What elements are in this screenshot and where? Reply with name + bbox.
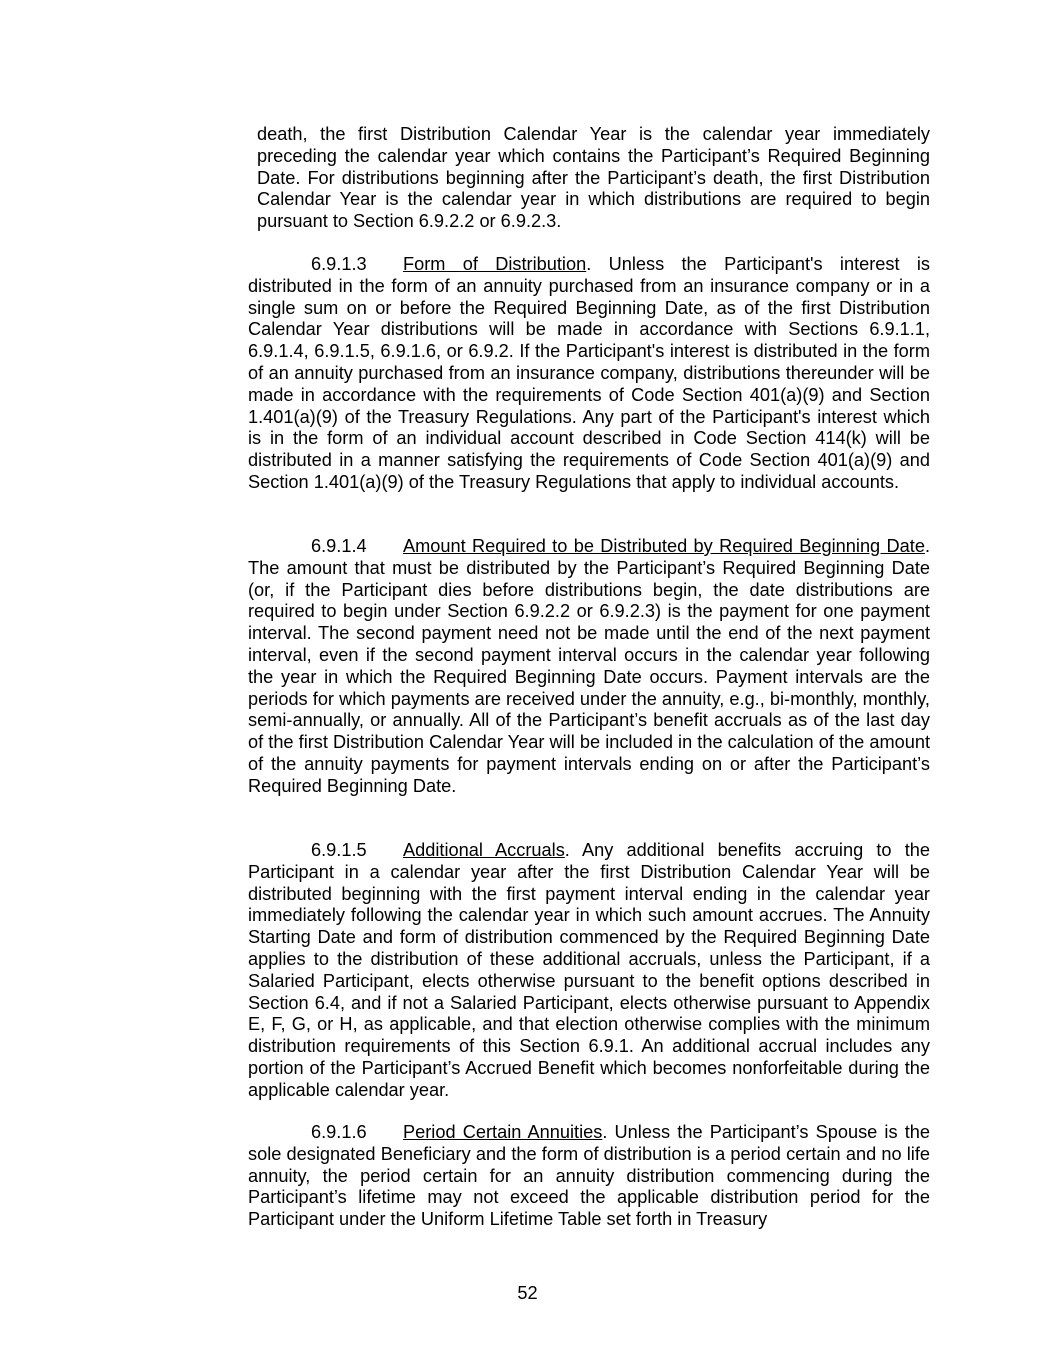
section-number: 6.9.1.4 [311,536,367,556]
section-number: 6.9.1.5 [311,840,367,860]
section-number: 6.9.1.6 [311,1122,367,1142]
section-body: . The amount that must be distributed by the Participant’s Required Beginning Date (or, if the Participant dies before distributions begin, the date distributions are required to begin under Section 6.9.2.2 or 6.9.2.3) is the payment for one payment interval. The second payment need not be made until the end of the next payment interval, even if the second payment interval occurs in the calendar year following the year in which the Required Beginning Date occurs. Payment intervals are the periods for which payments are received under the annuity, e.g., bi-monthly, monthly, semi-annually, or annually. All of the Participant’s benefit accruals as of the last day of the first Distribution Calendar Year will be included in the calculation of the amount of the annuity payments for payment intervals ending on or after the Participant’s Required Beginning Date. [248,536,930,796]
section-title: Form of Distribution [403,254,587,274]
section-body: . Unless the Participant’s Spouse is the sole designated Beneficiary and the form of distribution is a period certain and no life annuity, the period certain for an annuity distribution commencing during the Participant’s lifetime may not exceed the applicable distribution period for the Participant under the Uniform Lifetime Table set forth in Treasury [248,1122,930,1230]
section-title: Additional Accruals [403,840,565,860]
section-title: Amount Required to be Distributed by Required Beginning Date [403,536,925,556]
section-body: . Unless the Participant's interest is distributed in the form of an annuity purchased from an insurance company or in a single sum on or before the Required Beginning Date, as of the first Distribution Calendar Year distributions will be made in accordance with Sections 6.9.1.1, 6.9.1.4, 6.9.1.5, 6.9.1.6, or 6.9.2. If the Participant's interest is distributed in the form of an annuity purchased from an insurance company, distributions thereunder will be made in accordance with the requirements of Code Section 401(a)(9) and Section 1.401(a)(9) of the Treasury Regulations. Any part of the Participant's interest which is in the form of an individual account described in Code Section 414(k) will be distributed in a manner satisfying the requirements of Code Section 401(a)(9) and Section 1.401(a)(9) of the Treasury Regulations that apply to individual accounts. [248,254,931,492]
section-6-9-1-4-paragraph [248,536,930,798]
section-number: 6.9.1.3 [311,254,367,274]
section-title: Period Certain Annuities [403,1122,603,1142]
section-body: . Any additional benefits accruing to the Participant in a calendar year after the first Distribution Calendar Year will be distributed beginning with the first payment interval ending in the calendar year immediately following the calendar year in which such amount accrues. The Annuity Starting Date and form of distribution commenced by the Required Beginning Date applies to the distribution of these additional accruals, unless the Participant, if a Salaried Participant, elects otherwise pursuant to the benefit options described in Section 6.4, and if not a Salaried Participant, elects otherwise pursuant to Appendix E, F, G, or H, as applicable, and that election otherwise complies with the minimum distribution requirements of this Section 6.9.1. An additional accrual includes any portion of the Participant’s Accrued Benefit which becomes nonforfeitable during the applicable calendar year. [248,840,930,1100]
continuation-paragraph: death, the first Distribution Calendar Year is the calendar year immediately preceding the calendar year which contains the Participant’s Required Beginning Date. For distributions beginning after the Participant’s death, the first Distribution Calendar Year is the calendar year in which distributions are required to begin pursuant to Section 6.9.2.2 or 6.9.2.3. [257,124,930,232]
section-6-9-1-3-paragraph [248,254,930,494]
section-6-9-1-5-paragraph [248,840,930,1102]
page-number: 52 [517,1283,538,1303]
section-6-9-1-6-paragraph [248,1122,930,1231]
